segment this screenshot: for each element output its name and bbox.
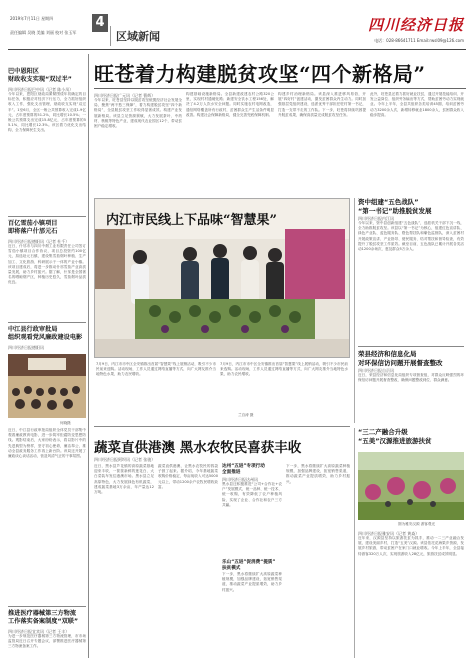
story-byline: 四川经济日报自贡讯 <box>358 368 394 373</box>
lower-body-4: 下一步，黑水将继续扩大高原蔬菜种植规模，加强品牌建设，拓宽销售渠道，推动蔬菜产业提质增效，助力乡村振兴。 <box>286 464 350 484</box>
tourism-photo-image <box>358 452 464 520</box>
main-col-1 <box>94 92 182 194</box>
story-body: 今年以来，资中县创新组建“五色战队”，选派机关干部下沉一线，全力助推脱贫攻坚。该县以“第一书记”为核心，组建红色宣讲队、绿色产业队、蓝色服务队、橙色帮扶队和紫色监督队，深入贫困村开展政策宣讲、产业指导、便民服务、结对帮扶和督导检查，有效提升了脱贫攻坚工作质效。截至目前，五色战队已累计开展各类活动1200余场次，惠及群众5万余人。 <box>358 221 464 252</box>
main-body-4: 此外，旺苍县还着力抓好就业扶贫，通过开展技能培训、开发公益岗位、组织劳务输出等方式，帮助贫困劳动力实现就业。今年上半年，全县共组织各类培训45期，培训贫困劳动力3200余人次，新增转移就业1800余人，贫困群众收入稳步提高。 <box>370 92 464 117</box>
left-column <box>8 54 86 660</box>
lower-col-1 <box>94 464 154 654</box>
sub-title: 达州“五进”专项行动 全面推进 <box>222 464 265 475</box>
story-byline: 四川经济日报内江讯 <box>358 216 394 221</box>
divider <box>8 322 86 323</box>
main-col-2 <box>186 92 274 194</box>
main-headline: 旺苍着力构建脱贫攻坚“四个新格局” <box>94 62 426 86</box>
story-byline: 四川经济日报德阳讯 <box>8 345 44 350</box>
newspaper-page <box>8 8 466 660</box>
story-title: 推进医疗器械第三方物流 工作落实备案制度“双联” <box>8 610 79 625</box>
lower-byline: 四川经济日报阿坝讯（记者 张骏） <box>94 457 156 462</box>
main-byline: 四川经济日报广元讯（记者 曹辉） <box>94 93 156 98</box>
story-byline: 四川经济日报宜宾讯（记者 王丰） <box>8 629 70 634</box>
right-story-hanyuan <box>358 428 464 445</box>
photo-caption-block <box>96 362 216 406</box>
lower-body-1: 近日，黑水县芦花镇的高原蔬菜基地迎来丰收，一筐筐新鲜的莲花白、大白菜装车发往港澳市场。黑水县立足高原特色，大力发展绿色有机蔬菜，建成蔬菜基地3万余亩，年产量达12万吨。 <box>94 464 154 495</box>
lower-body-3: 黑水县还积极推进“公司+合作社+农户”发展模式，统一品种、统一技术、统一收购，有效降低了农户种植风险，实现了企业、合作社和农户三方共赢。 <box>222 482 282 507</box>
page-header <box>8 8 466 50</box>
lower-col-3 <box>222 464 282 658</box>
story-body: 今年以来，恩阳区财政局紧紧围绕年初确定的目标任务，积极应对经济下行压力，全力抓好组织收入工作，强化支出管理，财政收支实现“双过半”。1至6月，全区一般公共预算收入完成1.9亿元，占年度预算的51.2%，同比增长10.5%；一般公共预算支出完成15.8亿元，占年度预算的55.1%，同比增长12.3%。该区着力优化支出结构，全力保障民生支出。 <box>8 92 86 133</box>
sub-byline: 四川经济日报达州讯 <box>222 477 258 482</box>
main-body-1: 今年以来，旺苍县坚持以脱贫攻坚统揽经济社会发展全局，聚焦“两不愁三保障”，着力构建脱贫攻坚“四个新格局”，全县脱贫攻坚工作取得显著成效。构建产业发展新格局。该县立足资源禀赋，大力发展茶叶、中药材、核桃等特色产业，建成现代农业园区12个，带动贫困户稳定增收。 <box>94 98 182 129</box>
main-col-3 <box>278 92 366 194</box>
story-title: 百亿雪茄小镇项目 即将落户什邡元石 <box>8 220 58 235</box>
right-divider-2 <box>354 428 355 658</box>
lower-col-2 <box>158 464 218 654</box>
story-medical <box>8 610 86 660</box>
divider <box>94 426 350 427</box>
story-zhongjiang <box>8 326 86 350</box>
newspaper-logo: 四川经济日报 <box>367 16 464 34</box>
lower-body-3b: 下一步，黑水将继续扩大高原蔬菜种植规模，加强品牌建设，拓宽销售渠道，推动蔬菜产业提质增效，助力乡村振兴。 <box>222 572 282 592</box>
story-title: “三二产融合升级 “五美”汉源推进旅游扶贫 <box>358 428 432 445</box>
story-body: 近日，中江县行政审批局组织全体党员干部集中观看廉政教育电影，进一步筑牢拒腐防变思想防线。观影结束后，大家纷纷表示，将以影片中的先进典型为榜样，坚守初心使命，廉洁奉公，推动全县政务服务工作再上新台阶。该局还开展了廉政谈心谈话活动，营造风清气正的干事氛围。 <box>8 428 86 459</box>
photo-story-title: 内江市民线上下品味“智慧果” <box>106 213 277 228</box>
story-bazhong <box>8 68 86 224</box>
photo-caption-2: 7月9日，内江市市中区全安镇推出首届“智慧果”线上展销活动，吸引不少市民前来选购。活动现场，工作人员通过网络直播等方式，向广大网友推介当地特色水果，助力农民增收。 <box>220 362 348 377</box>
photo-credit: 兰自涛 摄 <box>238 413 254 417</box>
main-body-2: 构建基础设施新格局。全县新建改建农村公路320公里，实现村村通硬化路；新建安全饮水工程156处，解决了4.2万人饮水安全问题。同时实施农村电网改造，通信网络覆盖所有行政村，贫困群众生产生活条件明显改善。构建社会保障新格局，健全完善兜底保障机制。 <box>186 92 274 117</box>
story-title: 巴中恩阳区 财政收支实现“双过半” <box>8 68 72 83</box>
page-number: 4 <box>92 14 108 32</box>
main-col-4 <box>370 92 464 182</box>
story-byline: 四川经济日报雅安讯（记者 黄焱） <box>358 531 420 536</box>
photo-caption-block-2 <box>220 362 348 406</box>
sub-title-2: 乐山“五进”促消费“提质” 扶贫模式 <box>222 560 276 571</box>
story-title: 荣县经济和信息化局 对环保信访问题开展督查整改 <box>358 350 443 367</box>
divider <box>8 606 86 607</box>
header-separator <box>110 26 111 46</box>
photo-caption: 图为雅安汉源 游客观光 <box>398 522 436 526</box>
right-divider <box>354 198 355 423</box>
photo-caption: 何晓摄 <box>60 421 71 425</box>
meeting-photo <box>8 354 86 418</box>
contact-info: 电话：028-86641711 Email:rwsl09@126.com <box>374 38 464 43</box>
lower-byline-block <box>94 456 350 462</box>
story-body: 近日，什邡市与四川中烟工业有限责任公司签订雪茄小镇项目合作协议，项目总投资约100亿元，拟选址元石镇，建设集雪茄烟叶种植、生产加工、文化旅游、科研展示于一体的产业小镇。该项目建成后，将进一步推动什邡雪茄产业高质量发展，助力乡村振兴。据了解，什邡是全国著名的晒晾烟产区，种植历史悠久，雪茄烟叶品质优良。 <box>8 244 86 285</box>
editor-line: 责任编辑 吴晓 美编 刘丽 校对 张玉军 <box>10 30 77 35</box>
story-zhongjiang-body <box>8 428 86 608</box>
story-body: 近年来，汉源县坚持以旅游扶贫为抓手，推动一二三产业融合发展，建设美丽乡村，打造“五美”汉源。该县依托花海果乡资源，发展乡村旅游，带动贫困户在家门口就业增收。今年上半年，全县接待游客320万人次，实现旅游收入28亿元，旅游扶贫成效明显。 <box>358 536 464 556</box>
lower-headline: 蔬菜直供港澳 黑水农牧民喜获丰收 <box>94 440 302 456</box>
section-title: 区域新闻 <box>116 30 160 43</box>
photo-caption: 7月9日，内江市市中区全安镇推出首届“智慧果”线上展销活动，吸引不少市民前来选购。活动现场，工作人员通过网络直播等方式，向广大网友推介当地特色水果，助力农民增收。 <box>96 362 216 377</box>
right-story-hanyuan-body <box>358 530 464 654</box>
right-story-zizhong <box>358 198 464 339</box>
story-byline: 四川经济日报巴中讯（记者 陈小凤） <box>8 87 74 92</box>
story-title: 中江县行政审批局 组织观看党风廉政建设电影 <box>8 326 83 341</box>
meeting-photo-image <box>8 354 86 418</box>
date-line: 2019年7月11日 星期四 <box>10 16 54 21</box>
story-byline: 四川经济日报德阳讯（记者 杜千） <box>8 239 70 244</box>
column-divider <box>88 54 89 658</box>
divider <box>8 216 86 217</box>
main-body-3: 构建乡村治理新格局。该县深入推进移风易俗，开展“四好村”创建活动，激发贫困群众内生动力。同时加强基层党组织建设，选派优秀干部担任驻村第一书记，打造一支带不走的工作队。下一步，旺苍将持续巩固提升脱贫成果，确保高质量完成脱贫攻坚任务。 <box>278 92 366 117</box>
story-body: 近日，荣县经济和信息化局组织专项督查组，对群众反映强烈的环保信访问题开展督查整改，确保问题整改到位、群众满意。 <box>358 373 464 383</box>
story-body: 为进一步规范医疗器械第三方物流管理，市市场监管局近日召开专题会议，部署推进医疗器械第三方物流备案工作。 <box>8 634 86 649</box>
divider <box>358 346 464 347</box>
lower-body-2: 蔬菜直供港澳，让黑水农牧民的钱袋子鼓了起来。据介绍，今年基地蔬菜收购价格稳定，每亩纯收入可达5000元以上，带动1200余户农牧民增收致富。 <box>158 464 218 489</box>
headline-rule <box>94 88 466 89</box>
story-title: 资中组建“五色战队” “第一书记”助推脱贫发展 <box>358 198 432 215</box>
lower-col-4 <box>286 464 350 654</box>
tourism-photo <box>358 452 464 520</box>
